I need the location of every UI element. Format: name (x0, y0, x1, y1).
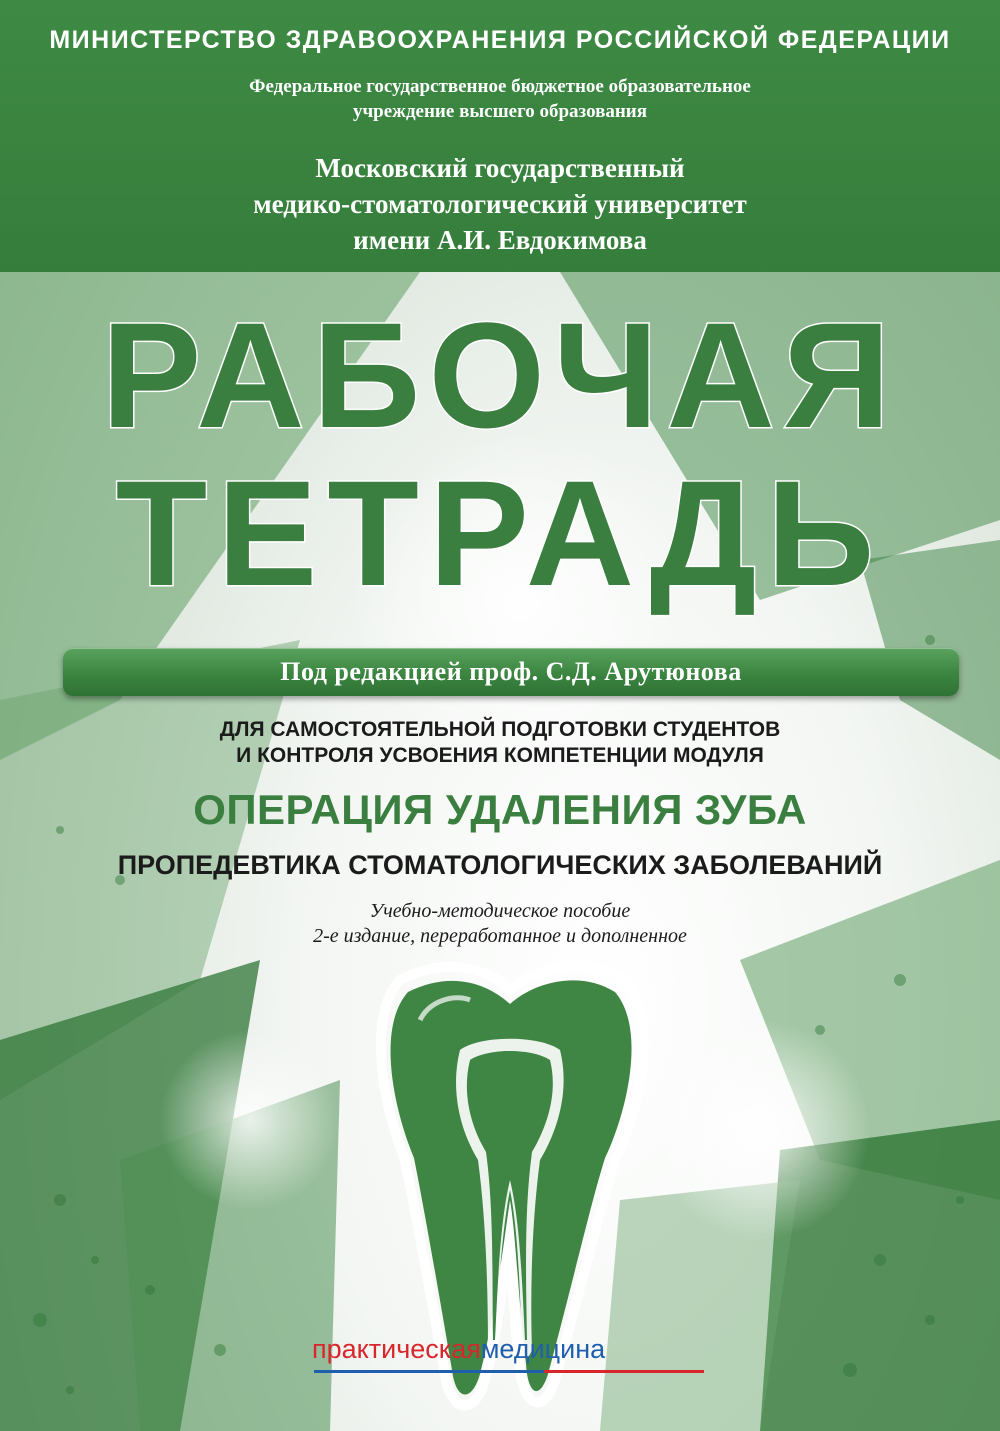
discipline-title: ПРОПЕДЕВТИКА СТОМАТОЛОГИЧЕСКИХ ЗАБОЛЕВАНИЙ (117, 850, 883, 880)
institution-line-2: учреждение высшего образования (352, 101, 648, 122)
editor-banner: Под редакцией проф. С.Д. Арутюнова (63, 648, 959, 696)
publisher-word-2: медицина (480, 1334, 606, 1364)
ministry-name: МИНИСТЕРСТВО ЗДРАВООХРАНЕНИЯ РОССИЙСКОЙ ФЕДЕРАЦИИ (49, 26, 951, 54)
header-banner (0, 0, 1000, 272)
edition-info (0, 899, 1000, 949)
edition-line-2: 2-е издание, переработанное и дополненное (313, 925, 687, 947)
university-line-1: Московский государственный (315, 153, 685, 183)
institution-line-1: Федеральное государственное бюджетное образовательное (249, 76, 751, 97)
publisher-word-1: практическая (312, 1334, 481, 1364)
university-name (0, 150, 1000, 258)
edition-line-1: Учебно-методическое пособие (369, 900, 631, 922)
publisher-underline-right (544, 1370, 704, 1373)
title-line-2: ТЕТРАДЬ (115, 449, 885, 617)
purpose-text (0, 717, 1000, 769)
university-line-3: имени А.И. Евдокимова (353, 225, 647, 255)
purpose-line-1: ДЛЯ САМОСТОЯТЕЛЬНОЙ ПОДГОТОВКИ СТУДЕНТОВ (219, 718, 781, 741)
institution-type (0, 74, 1000, 124)
publisher-logo (312, 1334, 712, 1382)
purpose-line-2: И КОНТРОЛЯ УСВОЕНИЯ КОМПЕТЕНЦИИ МОДУЛЯ (236, 744, 764, 767)
title-line-1: РАБОЧАЯ (101, 291, 899, 459)
publisher-underline-left (314, 1370, 544, 1373)
module-title: ОПЕРАЦИЯ УДАЛЕНИЯ ЗУБА (193, 786, 807, 833)
university-line-2: медико-стоматологический университет (253, 189, 747, 219)
